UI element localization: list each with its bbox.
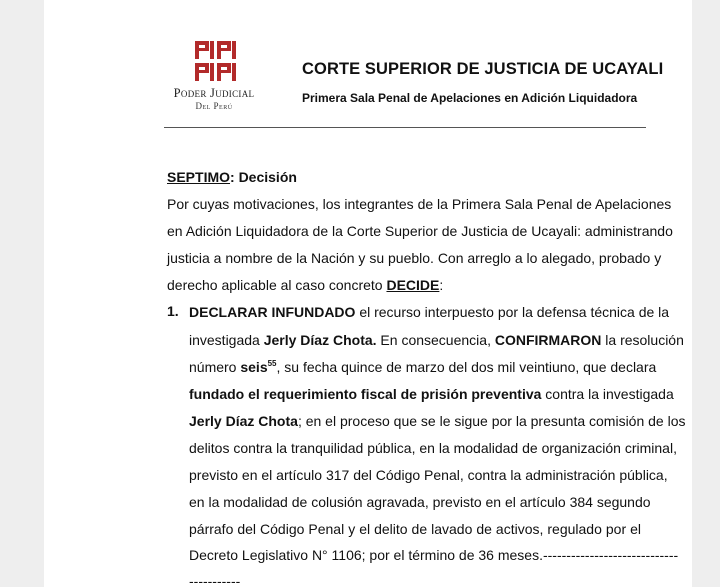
intro-line-2: en Adición Liquidadora de la Corte Superior de Justicia de Ucayali: administrando	[167, 223, 673, 239]
item-line-4	[189, 385, 674, 403]
item-line-3-text-a: número	[189, 359, 241, 375]
intro-line-4-text: derecho aplicable al caso concreto	[167, 277, 387, 293]
court-title: CORTE SUPERIOR DE JUSTICIA DE UCAYALI	[302, 60, 664, 78]
item-line-2-text-a: investigada	[189, 332, 264, 348]
item-line-1-bold: DECLARAR INFUNDADO	[189, 304, 356, 320]
logo-caption-institution: Poder Judicial	[173, 86, 255, 100]
item-line-2-text-b: En consecuencia,	[376, 332, 495, 348]
header-divider	[164, 127, 646, 128]
item-line-2-text-c: la resolución	[601, 332, 684, 348]
item-line-3-text-b: , su fecha quince de marzo del dos mil veintiuno, que declara	[276, 359, 657, 375]
intro-line-4	[167, 276, 641, 294]
item-line-1	[189, 303, 670, 321]
pj-emblem-icon	[194, 40, 238, 82]
item-line-3-bold: seis	[240, 359, 268, 375]
item-line-7: previsto en el artículo 317 del Código Penal, contra la administración pública,	[189, 467, 668, 483]
item-line-9: párrafo del Código Penal y el delito de lavado de activos, regulado por el	[189, 521, 641, 537]
item-line-4-bold: fundado el requerimiento fiscal de prisión preventiva	[189, 386, 542, 402]
item-line-10: Decreto Legislativo N° 1106; por el término de 36 meses.-----------------------------	[189, 547, 679, 563]
item-line-5	[189, 412, 686, 430]
item-line-2-confirm: CONFIRMARON	[494, 332, 602, 348]
intro-line-4-colon: :	[439, 277, 444, 293]
item-line-11: -----------	[189, 573, 241, 587]
footnote-ref: 55	[267, 359, 277, 368]
intro-line-3: justicia a nombre de la Nación y su pueblo. Con arreglo a lo alegado, probado y	[167, 250, 662, 266]
poder-judicial-logo	[194, 40, 238, 82]
section-heading-label: SEPTIMO	[167, 169, 231, 185]
item-line-1-text: el recurso interpuesto por la defensa técnica de la	[355, 304, 670, 320]
list-item-number: 1.	[167, 303, 179, 319]
item-line-3	[189, 358, 657, 376]
item-line-5-text: ; en el proceso que se le sigue por la presunta comisión de los	[297, 413, 686, 429]
item-line-8: en la modalidad de colusión agravada, previsto en el artículo 384 segundo	[189, 494, 651, 510]
item-line-2	[189, 331, 684, 349]
court-subtitle: Primera Sala Penal de Apelaciones en Adición Liquidadora	[302, 91, 638, 105]
intro-line-1: Por cuyas motivaciones, los integrantes de la Primera Sala Penal de Apelaciones	[167, 196, 672, 212]
decide-keyword: DECIDE	[386, 277, 440, 293]
logo-caption-country: Del Perú	[195, 101, 233, 111]
item-line-4-text: contra la investigada	[541, 386, 674, 402]
section-heading-title: : Decisión	[230, 169, 297, 185]
section-heading	[167, 169, 297, 185]
item-line-6: delitos contra la tranquilidad pública, en la modalidad de organización criminal,	[189, 440, 677, 456]
item-line-2-name: Jerly Díaz Chota.	[263, 332, 377, 348]
document-page	[44, 0, 692, 587]
item-line-5-bold: Jerly Díaz Chota	[189, 413, 298, 429]
